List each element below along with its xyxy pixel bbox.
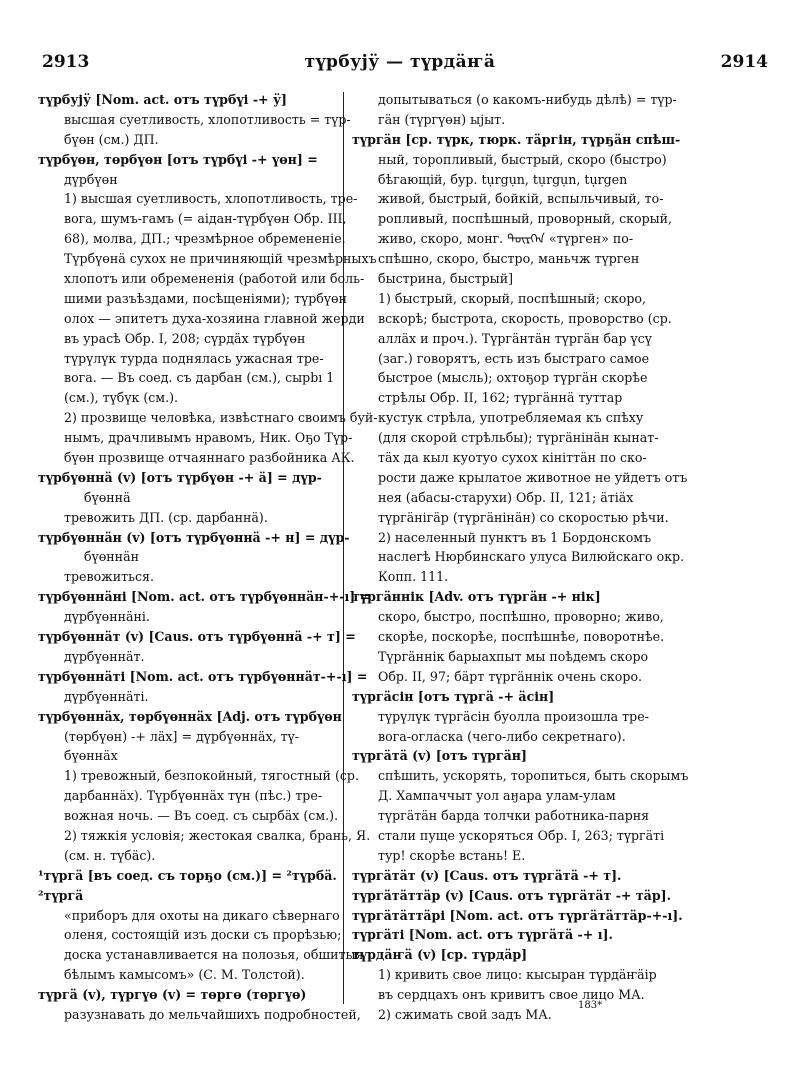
entry-text-line: дүрбүөннӓт. <box>64 648 145 664</box>
entry-text-line: түрүлүк түргӓсін буолла произошла тре- <box>378 708 649 724</box>
entry-text-line: живой, быстрый, бойкій, вспыльчивый, то- <box>378 191 664 207</box>
entry-headword-line: түргӓ (v), түргүө (v) = төргө (төргүө) <box>38 987 307 1003</box>
entry-text-line: аллӓх и проч.). Түргӓнтӓн түргӓн бар үсү <box>378 330 652 346</box>
entry-text-line: скоро, быстро, поспѣшно, проворно; живо, <box>378 609 664 625</box>
entry-text-line: живо, скоро, монг. ᠲᠦᠷᠭᠡᠨ «түрген» по- <box>378 231 634 247</box>
entry-text-line: бѣгающій, бур. tụrgụn, tụrgụn, tụrgen <box>378 171 628 187</box>
entry-headword-line: түргӓн [ср. түрк, тюрк. тӓргін, түрҕӓн спѣш- <box>352 131 681 147</box>
entry-text-line: түргӓнігӓр (түргӓнінӓн) со скоростью рѣчи. <box>378 509 669 525</box>
entry-text-line: спѣшно, скоро, быстро, маньчж түрген <box>378 251 640 267</box>
entry-text-line: түргӓтӓн барда толчки работника-парня <box>378 808 650 824</box>
entry-text-line: шими разъѣздами, посѣщеніями); түрбүөн <box>64 290 347 306</box>
right-column <box>352 90 772 1025</box>
entry-text-line: (для скорой стрѣльбы); түргӓнінӓн кынат- <box>378 430 659 446</box>
entry-text-line: въ урасѣ Обр. I, 208; сүрдӓх түрбүөн <box>64 330 306 346</box>
printer-signature: 183* <box>578 1000 603 1011</box>
entry-text-line: доска устанавливается на полозья, обшитыя <box>64 947 364 963</box>
entry-text-line: кустук стрѣла, употребляемая къ спѣху <box>378 410 644 426</box>
entry-text-line: 2) сжимать свой задъ МА. <box>378 1006 552 1022</box>
entry-text-line: вскорѣ; быстрота, скорость, проворство (ср. <box>378 310 672 326</box>
entry-text-line: дүрбүөннӓні. <box>64 609 150 625</box>
entry-text-line: бүөннӓх <box>64 748 118 764</box>
page-number-right: 2914 <box>720 52 768 72</box>
entry-text-line: скорѣе, поскорѣе, поспѣшнѣе, поворотнѣе. <box>378 629 665 645</box>
entry-text-line: 1) быстрый, скорый, поспѣшный; скоро, <box>378 290 646 306</box>
entry-text-line: түрүлүк турда поднялась ужасная тре- <box>64 350 324 366</box>
entry-text-line: 2) прозвище человѣка, извѣстнаго своимъ буй- <box>64 410 378 426</box>
entry-text-line: хлопотъ или обремененія (работой или боль- <box>64 271 365 287</box>
entry-text-line: Копп. 111. <box>378 569 449 585</box>
entry-text-line: тур! скорѣе встань! Е. <box>378 847 526 863</box>
entry-headword-line: түргӓтӓттӓр (v) [Caus. отъ түргӓтӓт -+ тӓр]. <box>352 887 671 903</box>
entry-text-line: тревожить ДП. (ср. дарбаннӓ). <box>64 509 268 525</box>
entry-headword-line: түрбујӱ [Nom. act. отъ түрбүі -+ ӱ] <box>38 92 288 107</box>
entry-text-line: нея (абасы-старухи) Обр. II, 121; ӓтіӓх <box>378 489 634 505</box>
page-number-left: 2913 <box>42 52 90 72</box>
entry-text-line: вога, шумъ-гамъ (= аідан-түрбүөн Обр. III, <box>64 211 347 227</box>
entry-text-line: 1) кривить свое лицо: кысыран түрдӓҥӓір <box>378 967 657 983</box>
entry-text-line: бүөннӓн <box>84 549 139 565</box>
entry-text-line: бүөннӓ <box>84 489 131 505</box>
entry-text-line: стрѣлы Обр. II, 162; түргӓннӓ туттар <box>378 390 623 406</box>
entry-text-line: оленя, состоящій изъ доски съ прорѣзью; <box>64 927 342 943</box>
entry-text-line: (төрбүөн) -+ лӓх] = дүрбүөннӓх, тү- <box>64 728 299 744</box>
entry-text-line: тӓх да кыл куотуо сухох кініттӓн по ско- <box>378 450 647 466</box>
entry-headword-line: түргӓтӓ (v) [отъ түргӓн] <box>352 748 527 764</box>
entry-text-line: Обр. II, 97; бӓрт түргӓннік очень скоро. <box>378 668 643 684</box>
entry-text-line: быстрина, быстрый] <box>378 271 514 287</box>
entry-headword-line: түргӓтӓттӓрі [Nom. act. отъ түргӓтӓттӓр-+-ı]. <box>352 907 683 923</box>
entry-text-line: дүрбүөннӓті. <box>64 688 149 704</box>
entry-headword-line: түрбүөннӓн (v) [отъ түрбүөннӓ -+ н] = дүр- <box>38 529 350 545</box>
entry-text-line: вожная ночь. — Въ соед. съ сырбӓх (см.). <box>64 808 339 824</box>
entry-text-line: въ сердцахъ онъ кривитъ свое лицо МА. <box>378 987 645 1003</box>
entry-headword-line: түргӓтӓт (v) [Caus. отъ түргӓтӓ -+ т]. <box>352 867 622 883</box>
entry-text-line: 2) населенный пунктъ въ 1 Бордонскомъ <box>378 529 652 545</box>
entry-text-line: допытываться (о какомъ-нибудь дѣлѣ) = түр- <box>378 92 677 107</box>
entry-text-line: бүөн (см.) ДП. <box>64 131 159 147</box>
entry-text-line: стали пуще ускоряться Обр. I, 263; түргӓті <box>378 827 665 843</box>
left-column <box>38 90 378 1025</box>
entry-headword-line: түрбүөннӓх, төрбүөннӓх [Adj. отъ түрбүөн <box>38 708 342 724</box>
entry-text-line: разузнавать до мельчайшихъ подробностей, <box>64 1006 361 1022</box>
entry-text-line: вога-огласка (чего-либо секретнаго). <box>378 728 626 744</box>
entry-text-line: ный, торопливый, быстрый, скоро (быстро) <box>378 151 667 167</box>
entry-headword-line: түрбүөннӓті [Nom. act. отъ түрбүөннӓт-+-ı] = <box>38 668 368 684</box>
entry-text-line: 1) тревожный, безпокойный, тягостный (ср. <box>64 768 359 784</box>
entry-headword-line: түрбүөннӓні [Nom. act. отъ түрбүөннӓн-+-ı] = <box>38 589 371 605</box>
entry-headword-line: түргӓннік [Adv. отъ түргӓн -+ нік] <box>352 589 601 605</box>
entry-text-line: Д. Хампаччыт уол аӈара улам-улам <box>378 788 616 804</box>
entry-text-line: (см.), түбүк (см.). <box>64 390 179 406</box>
entry-text-line: дүрбүөн <box>64 171 118 187</box>
entry-text-line: тревожиться. <box>64 569 154 585</box>
entry-headword-line: түрбүөн, төрбүөн [отъ түрбүі -+ үөн] = <box>38 151 318 167</box>
entry-text-line: вога. — Въ соед. съ дарбан (см.), сырbı 1 <box>64 370 335 386</box>
entry-headword-line: түргӓті [Nom. act. отъ түргӓтӓ -+ ı]. <box>352 927 613 943</box>
entry-text-line: Түрбүөнӓ сухох не причиняющій чрезмѣрныхъ <box>64 251 377 267</box>
entry-text-line: гӓн (түргүөн) ыјыт. <box>378 111 506 127</box>
entry-headword-line: ¹түргӓ [въ соед. съ торҕо (см.)] = ²түрбӓ. <box>38 867 337 883</box>
entry-text-line: высшая суетливость, хлопотливость = түр- <box>64 111 351 127</box>
entry-headword-line: түрбүөннӓ (v) [отъ түрбүөн -+ ӓ] = дүр- <box>38 469 322 485</box>
page-header <box>0 52 800 78</box>
entry-text-line: спѣшить, ускорять, торопиться, быть скорымъ <box>378 768 689 784</box>
entry-text-line: Түргӓннік барыахпыт мы поѣдемъ скоро <box>378 648 649 664</box>
entry-text-line: рости даже крылатое животное не уйдетъ отъ <box>378 469 688 485</box>
entry-headword-line: ²түргӓ <box>38 887 84 903</box>
entry-headword-line: түргӓсін [отъ түргӓ -+ ӓсін] <box>352 688 555 704</box>
entry-text-line: ропливый, поспѣшный, проворный, скорый, <box>378 211 673 227</box>
entry-headword-line: түрбүөннӓт (v) [Caus. отъ түрбүөннӓ -+ т] = <box>38 629 356 645</box>
entry-text-line: олох — эпитетъ духа-хозяина главной жерди <box>64 310 365 326</box>
entry-text-line: бүөн прозвище отчаяннаго разбойника АК. <box>64 450 355 466</box>
entry-text-line: дарбаннӓх). Түрбүөннӓх түн (пѣс.) тре- <box>64 788 323 804</box>
entry-text-line: (заг.) говорятъ, есть изъ быстраго самое <box>378 350 650 366</box>
entry-headword-line: түрдӓҥӓ (v) [ср. түрдӓр] <box>352 947 528 963</box>
entry-text-line: «приборъ для охоты на дикаго сѣвернаго <box>64 907 340 923</box>
entry-text-line: 68), молва, ДП.; чрезмѣрное обремененіе. <box>64 231 346 247</box>
entry-text-line: 2) тяжкія условія; жестокая свалка, брань, Я. <box>64 827 371 843</box>
entry-text-line: 1) высшая суетливость, хлопотливость, тре- <box>64 191 358 207</box>
entry-text-line: быстрое (мысль); охтоҕор түргӓн скорѣе <box>378 370 648 386</box>
entry-text-line: нымъ, драчливымъ нравомъ, Ник. Оҕо Түр- <box>64 430 353 446</box>
entry-text-line: наслегѣ Нюрбинскаго улуса Вилюйскаго окр. <box>378 549 685 565</box>
entry-text-line: бѣлымъ камысомъ» (С. М. Толстой). <box>64 967 305 983</box>
entry-text-line: (см. н. түбӓс). <box>64 847 156 863</box>
running-title: түрбујӱ — түрдӓҥӓ <box>304 52 496 72</box>
